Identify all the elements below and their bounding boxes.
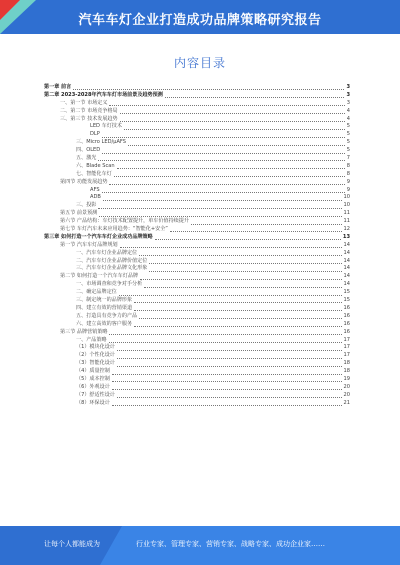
toc-entry-page: 16 — [343, 320, 350, 327]
toc-entry-page: 16 — [343, 328, 350, 335]
toc-entry-label: 第三节 品牌营销策略 — [60, 328, 108, 335]
toc-entry-label: （8）环保设计 — [76, 399, 110, 406]
toc-leader-dots — [98, 204, 341, 209]
toc-entry[interactable] — [44, 368, 350, 376]
toc-entry-label: （1）模块化设计 — [76, 344, 115, 351]
toc-leader-dots — [140, 275, 341, 280]
toc-title: 内容目录 — [173, 56, 226, 70]
toc-entry-page: 20 — [343, 391, 350, 398]
toc-leader-dots — [120, 109, 345, 114]
toc-entry[interactable] — [44, 297, 350, 305]
toc-entry-page: 5 — [346, 139, 350, 146]
toc-entry-page: 16 — [343, 304, 350, 311]
toc-entry-label: 第一章 前言 — [44, 84, 72, 90]
toc-entry-page: 12 — [343, 226, 350, 233]
toc-entry-page: 19 — [343, 375, 350, 382]
toc-leader-dots — [120, 243, 342, 248]
toc-entry-label: （5）成本控制 — [76, 375, 110, 382]
toc-leader-dots — [112, 385, 342, 390]
toc-entry[interactable] — [44, 84, 350, 92]
toc-entry[interactable] — [44, 313, 350, 321]
footer-slogan-left: 让每个人都能成为 — [44, 540, 100, 548]
toc-leader-dots — [128, 141, 345, 146]
toc-entry-page: 11 — [343, 210, 350, 217]
toc-entry[interactable] — [44, 400, 350, 408]
toc-entry-page: 14 — [343, 273, 350, 280]
toc-entry-label: 五、激光 — [76, 155, 97, 162]
toc-entry[interactable] — [44, 147, 350, 155]
toc-leader-dots — [155, 235, 341, 240]
toc-entry-label: 四、OLED — [76, 147, 101, 154]
toc-entry[interactable] — [44, 179, 350, 187]
toc-entry-page: 11 — [343, 218, 350, 225]
toc-leader-dots — [114, 172, 345, 177]
page-footer — [0, 526, 400, 565]
toc-leader-dots — [120, 117, 345, 122]
toc-entry-label: 第七节 车灯汽车未来应用趋势：“智能化+安全” — [60, 226, 168, 233]
toc-entry-page: 7 — [346, 155, 350, 162]
toc-entry-page: 14 — [343, 249, 350, 256]
toc-entry-page: 17 — [343, 344, 350, 351]
toc-entry-page: 5 — [346, 131, 350, 138]
toc-entry-label: 三、Micro LED/µAFS — [76, 139, 127, 146]
toc-entry-page: 18 — [343, 360, 350, 367]
toc-entry-label: （4）质量控制 — [76, 368, 110, 375]
toc-entry-page: 3 — [346, 91, 350, 98]
toc-entry-label: 二、汽车车灯企业品牌价值定位 — [76, 257, 148, 264]
toc-leader-dots — [112, 401, 342, 406]
toc-entry-label: LED 车灯技术 — [90, 123, 122, 130]
toc-entry-label: 一、市场调查和竞争对手分析 — [76, 281, 143, 288]
toc-leader-dots — [117, 354, 342, 359]
toc-entry-page: 3 — [346, 84, 350, 90]
toc-entry[interactable] — [44, 376, 350, 384]
toc-leader-dots — [144, 283, 341, 288]
toc-entry-page: 8 — [346, 162, 350, 169]
toc-entry-label: 第六节 产品结构：车灯技术配置提升，单车价值持续提升 — [60, 218, 189, 225]
toc-entry-page: 10 — [343, 194, 350, 201]
toc-entry[interactable] — [44, 163, 350, 171]
toc-entry-label: 三、投影 — [76, 202, 97, 209]
toc-entry-label: 三、第三节 技术发展趋势 — [60, 115, 118, 122]
toc-leader-dots — [134, 306, 341, 311]
toc-entry-label: （2）个性化设计 — [76, 352, 115, 359]
toc-entry[interactable] — [44, 242, 350, 250]
toc-entry[interactable] — [44, 360, 350, 368]
toc-entry[interactable] — [44, 352, 350, 360]
toc-entry-page: 15 — [343, 289, 350, 296]
toc-leader-dots — [109, 101, 344, 106]
toc-entry-page: 17 — [343, 352, 350, 359]
toc-leader-dots — [109, 330, 341, 335]
toc-entry-label: （3）智能化设计 — [76, 360, 115, 367]
toc-entry-label: ADB — [90, 194, 101, 201]
toc-entry[interactable] — [44, 108, 350, 116]
toc-entry-page: 16 — [343, 312, 350, 319]
toc-entry-label: 三、汽车车灯企业品牌文化形象 — [76, 265, 148, 272]
toc-entry-page: 14 — [343, 257, 350, 264]
toc-leader-dots — [165, 93, 345, 98]
toc-entry[interactable] — [44, 131, 350, 139]
toc-entry[interactable] — [44, 234, 350, 242]
toc-entry-label: （6）外观设计 — [76, 383, 110, 390]
toc-entry[interactable] — [44, 305, 350, 313]
toc-entry-label: 六、建立高效的客户服务 — [76, 320, 133, 327]
toc-entry-page: 21 — [343, 399, 350, 406]
toc-entry-page: 4 — [346, 107, 350, 114]
toc-entry-label: 第二章 2023-2028年汽车车灯市场前景及趋势预测 — [44, 91, 163, 98]
toc-entry-label: 一、产品策略 — [76, 336, 107, 343]
toc-leader-dots — [149, 259, 341, 264]
toc-entry-label: 五、打造具有竞争力的产品 — [76, 312, 138, 319]
toc-leader-dots — [139, 314, 341, 319]
toc-entry-page: 14 — [343, 241, 350, 248]
toc-entry-label: 三、制定统一的品牌形象 — [76, 297, 133, 304]
toc-entry-page: 5 — [346, 123, 350, 130]
toc-entry-label: AFS — [90, 186, 100, 193]
toc-leader-dots — [109, 338, 342, 343]
page-header — [0, 0, 400, 34]
toc-entry[interactable] — [44, 139, 350, 147]
toc-entry-label: 第二节 如何打造一个汽车车灯品牌 — [60, 273, 139, 280]
toc-leader-dots — [191, 220, 342, 225]
toc-entry-page: 9 — [346, 178, 350, 185]
toc-leader-dots — [124, 125, 345, 130]
toc-entry[interactable] — [44, 187, 350, 195]
toc-leader-dots — [109, 180, 344, 185]
toc-leader-dots — [98, 156, 344, 161]
toc-entry[interactable] — [44, 329, 350, 337]
table-of-contents — [44, 84, 350, 408]
toc-leader-dots — [102, 188, 345, 193]
toc-entry[interactable] — [44, 218, 350, 226]
toc-entry-label: 七、智能化车灯 — [76, 170, 112, 177]
toc-entry-page: 10 — [343, 202, 350, 209]
toc-leader-dots — [117, 393, 342, 398]
toc-leader-dots — [119, 291, 342, 296]
toc-entry-label: 一、汽车车灯企业品牌定位 — [76, 249, 138, 256]
toc-entry[interactable] — [44, 123, 350, 131]
toc-entry-label: 二、第二节 市场竞争格局 — [60, 107, 118, 114]
toc-entry[interactable] — [44, 281, 350, 289]
toc-entry[interactable] — [44, 155, 350, 163]
toc-leader-dots — [99, 212, 341, 217]
toc-entry-page: 8 — [346, 170, 350, 177]
toc-leader-dots — [112, 370, 342, 375]
toc-entry-label: 二、确定品牌定位 — [76, 289, 117, 296]
toc-entry-page: 4 — [346, 115, 350, 122]
toc-leader-dots — [134, 298, 341, 303]
toc-entry-label: 四、建立有效的营销渠道 — [76, 304, 133, 311]
toc-entry-label: （7）舒适性设计 — [76, 391, 115, 398]
toc-leader-dots — [102, 149, 345, 154]
toc-entry-page: 15 — [343, 297, 350, 304]
toc-entry-label: 第四节 功能发展趋势 — [60, 178, 108, 185]
toc-entry-page: 13 — [342, 233, 350, 240]
toc-entry-label: 第五节 前景预测 — [60, 210, 98, 217]
toc-entry-page: 17 — [343, 336, 350, 343]
toc-leader-dots — [112, 377, 342, 382]
toc-entry-label: DLP — [90, 131, 100, 138]
toc-entry-label: 一、第一节 市场定义 — [60, 99, 108, 106]
report-title: 汽车车灯企业打造成功品牌策略研究报告 — [78, 13, 322, 28]
toc-entry-page: 14 — [343, 265, 350, 272]
toc-entry[interactable] — [44, 321, 350, 329]
toc-leader-dots — [134, 322, 341, 327]
toc-leader-dots — [102, 133, 345, 138]
toc-entry[interactable] — [44, 92, 350, 100]
toc-entry-label: 六、Blade Scan — [76, 162, 115, 169]
toc-leader-dots — [170, 227, 342, 232]
toc-entry-page: 14 — [343, 281, 350, 288]
toc-entry[interactable] — [44, 210, 350, 218]
toc-leader-dots — [117, 362, 342, 367]
toc-entry-page: 9 — [346, 186, 350, 193]
toc-entry[interactable] — [44, 392, 350, 400]
toc-leader-dots — [73, 85, 344, 90]
toc-entry-page: 18 — [343, 368, 350, 375]
toc-entry[interactable] — [44, 226, 350, 234]
toc-entry[interactable] — [44, 100, 350, 108]
toc-leader-dots — [117, 164, 345, 169]
toc-entry[interactable] — [44, 171, 350, 179]
toc-entry[interactable] — [44, 289, 350, 297]
toc-entry-page: 3 — [346, 99, 350, 106]
toc-leader-dots — [103, 196, 342, 201]
toc-entry-label: 第三章 如何打造一个汽车车灯企业成功品牌策略 — [44, 233, 153, 240]
toc-entry-page: 20 — [343, 383, 350, 390]
toc-leader-dots — [117, 346, 342, 351]
toc-entry[interactable] — [44, 384, 350, 392]
toc-leader-dots — [139, 251, 341, 256]
toc-entry-label: 第一节 汽车车灯品牌规划 — [60, 241, 118, 248]
footer-slogan-right: 行业专家、管理专家、营销专家、战略专家、成功企业家…… — [136, 540, 325, 548]
toc-leader-dots — [149, 267, 341, 272]
toc-entry-page: 5 — [346, 147, 350, 154]
toc-entry[interactable] — [44, 250, 350, 258]
